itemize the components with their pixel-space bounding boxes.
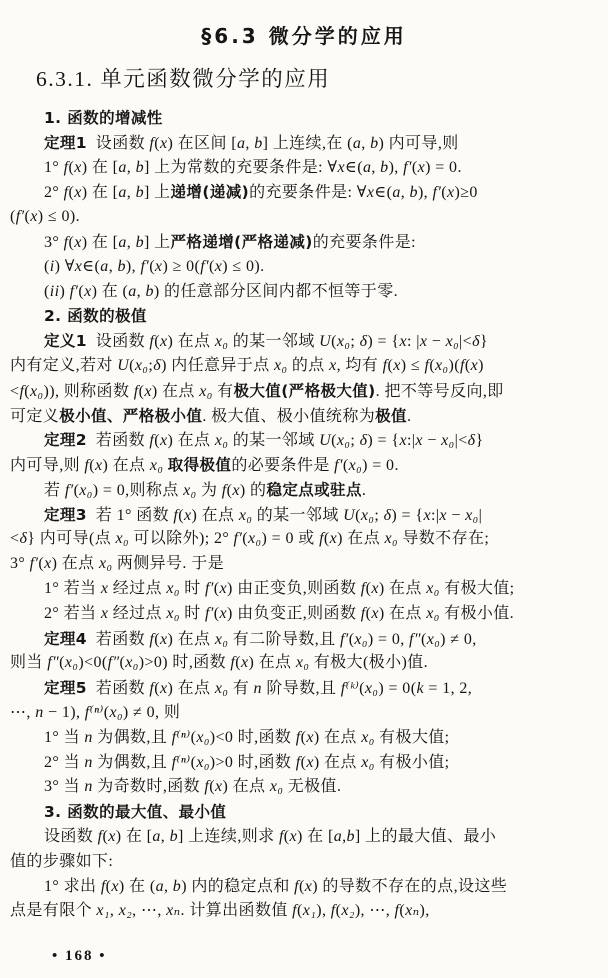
bold-term: 定义1	[44, 332, 87, 351]
text-line	[10, 131, 598, 156]
text-line	[10, 329, 598, 354]
bold-term: 1. 函数的增减性	[44, 108, 163, 127]
text-run: 若函数 f(x) 在点 x₀ 有二阶导数,且 f′(x₀) = 0, f″(x₀) ≠ 0,	[87, 630, 477, 648]
text-line	[10, 701, 598, 726]
text-run: 1° 若当 x 经过点 x₀ 时 f′(x) 由正变负,则函数 f(x) 在点 x₀ 有极大值;	[44, 580, 515, 598]
text-run: 的充要条件是:	[312, 233, 416, 251]
text-line	[10, 404, 598, 429]
text-run: 设函数 f(x) 在 [a, b] 上连续,则求 f(x) 在 [a,b] 上的最大值、最小	[44, 828, 497, 846]
text-line	[10, 726, 598, 751]
text-run: 值的步骤如下:	[10, 852, 114, 870]
text-run: 3° 当 n 为奇数时,函数 f(x) 在点 x₀ 无极值.	[44, 778, 342, 796]
text-line	[10, 255, 598, 280]
text-line	[10, 428, 598, 453]
text-run: 可定义	[10, 407, 60, 425]
text-run: 若函数 f(x) 在点 x₀ 的某一邻域 U(x₀; δ) = {x:|x − x₀|<δ}	[87, 432, 484, 450]
text-line	[10, 751, 598, 776]
text-line	[10, 850, 598, 875]
text-run: 点是有限个 x₁, x₂, ⋯, xₙ. 计算出函数值 f(x₁), f(x₂), ⋯, f(xₙ),	[10, 902, 430, 920]
text-run: 设函数 f(x) 在区间 [a, b] 上连续,在 (a, b) 内可导,则	[87, 134, 459, 152]
text-run: . 把不等号反向,即	[375, 382, 504, 400]
text-run: . 极大值、极小值统称为	[202, 407, 376, 425]
text-line	[10, 230, 598, 255]
text-run: <δ} 内可导(点 x₀ 可以除外); 2° f′(x₀) = 0 或 f(x) 在点 x₀ 导数不存在;	[10, 530, 490, 548]
text-line	[10, 280, 598, 305]
text-line	[10, 800, 598, 825]
bold-term: 定理3	[44, 505, 87, 524]
bold-term: 定理1	[44, 133, 87, 152]
bold-term: 递增(递减)	[170, 183, 250, 202]
text-run: 的充要条件是: ∀x∈(a, b), f′(x)≥0	[249, 184, 478, 202]
text-line	[10, 602, 598, 627]
text-line	[10, 676, 598, 701]
bold-term: 稳定点或驻点	[266, 480, 362, 499]
text-line	[10, 304, 598, 329]
text-run: 1° f(x) 在 [a, b] 上为常数的充要条件是: ∀x∈(a, b), f′(x) = 0.	[44, 158, 462, 176]
text-line	[10, 354, 598, 379]
text-line	[10, 775, 598, 800]
text-run: 内有定义,若对 U(x₀;δ) 内任意异于点 x₀ 的点 x, 均有 f(x) ≤ f(x₀)(f(x)	[10, 356, 484, 374]
text-line	[10, 899, 598, 924]
text-run: 2° f(x) 在 [a, b] 上	[44, 184, 171, 202]
bold-term: 极值	[375, 406, 407, 425]
text-line	[10, 627, 598, 652]
text-line	[10, 527, 598, 552]
text-run: 2° 当 n 为偶数,且 f⁽ⁿ⁾(x₀)>0 时,函数 f(x) 在点 x₀ 有极小值;	[44, 753, 450, 771]
text-run: .	[361, 481, 367, 499]
text-run: (f′(x) ≤ 0).	[10, 208, 80, 226]
text-run: (i) ∀x∈(a, b), f′(x) ≥ 0(f′(x) ≤ 0).	[44, 257, 265, 275]
text-run: ⋯, n − 1), f⁽ⁿ⁾(x₀) ≠ 0, 则	[10, 704, 181, 722]
bold-term: 极小值、严格极小值	[59, 406, 203, 425]
text-run: .	[406, 407, 412, 425]
text-line	[10, 875, 598, 900]
bold-term: 定理2	[44, 431, 87, 450]
section-heading: 6.3.1. 单元函数微分学的应用	[36, 67, 331, 91]
text-line	[10, 180, 598, 205]
bold-term: 定理5	[44, 679, 87, 698]
bold-term: 3. 函数的最大值、最小值	[44, 803, 227, 822]
text-line	[10, 503, 598, 528]
text-run: 3° f(x) 在 [a, b] 上	[44, 233, 171, 251]
bold-term: 定理4	[44, 629, 87, 648]
text-run: 设函数 f(x) 在点 x₀ 的某一邻域 U(x₀; δ) = {x: |x − x₀|<δ}	[87, 333, 488, 351]
text-line	[10, 552, 598, 577]
text-run: 内可导,则 f(x) 在点 x₀	[10, 457, 164, 475]
text-run: <f(x₀)), 则称函数 f(x) 在点 x₀ 有	[10, 382, 234, 400]
text-line	[10, 478, 598, 503]
page-body	[10, 106, 598, 924]
bold-term: 取得极值	[167, 456, 232, 475]
text-run: 2° 若当 x 经过点 x₀ 时 f′(x) 由负变正,则函数 f(x) 在点 x₀ 有极小值.	[44, 604, 515, 622]
text-run: 若函数 f(x) 在点 x₀ 有 n 阶导数,且 f⁽ᵏ⁾(x₀) = 0(k = 1, 2,	[87, 680, 473, 698]
text-line	[10, 379, 598, 404]
page-title: §6.3 微分学的应用	[201, 24, 407, 48]
text-run: 1° 当 n 为偶数,且 f⁽ⁿ⁾(x₀)<0 时,函数 f(x) 在点 x₀ 有极大值;	[44, 728, 450, 746]
text-line	[10, 577, 598, 602]
page-number: • 168 •	[52, 948, 107, 964]
text-run: (ii) f′(x) 在 (a, b) 的任意部分区间内都不恒等于零.	[44, 282, 398, 300]
bold-term: 2. 函数的极值	[44, 307, 147, 326]
text-run: 则当 f″(x₀)<0(f″(x₀)>0) 时,函数 f(x) 在点 x₀ 有极大(极小)值.	[10, 654, 429, 672]
text-run: 若 f′(x₀) = 0,则称点 x₀ 为 f(x) 的	[44, 481, 267, 499]
text-line	[10, 825, 598, 850]
text-line	[10, 205, 598, 230]
text-line	[10, 106, 598, 131]
bold-term: 极大值(严格极大值)	[233, 381, 376, 400]
text-run: 1° 求出 f(x) 在 (a, b) 内的稳定点和 f(x) 的导数不存在的点,设这些	[44, 877, 508, 895]
text-run: 3° f′(x) 在点 x₀ 两侧异号. 于是	[10, 555, 225, 573]
text-run: 的必要条件是 f′(x₀) = 0.	[231, 457, 399, 475]
text-line	[10, 453, 598, 478]
bold-term: 严格递增(严格递减)	[170, 232, 313, 251]
text-run: 若 1° 函数 f(x) 在点 x₀ 的某一邻域 U(x₀; δ) = {x:|x − x₀|	[87, 506, 483, 524]
text-line	[10, 651, 598, 676]
text-line	[10, 156, 598, 181]
